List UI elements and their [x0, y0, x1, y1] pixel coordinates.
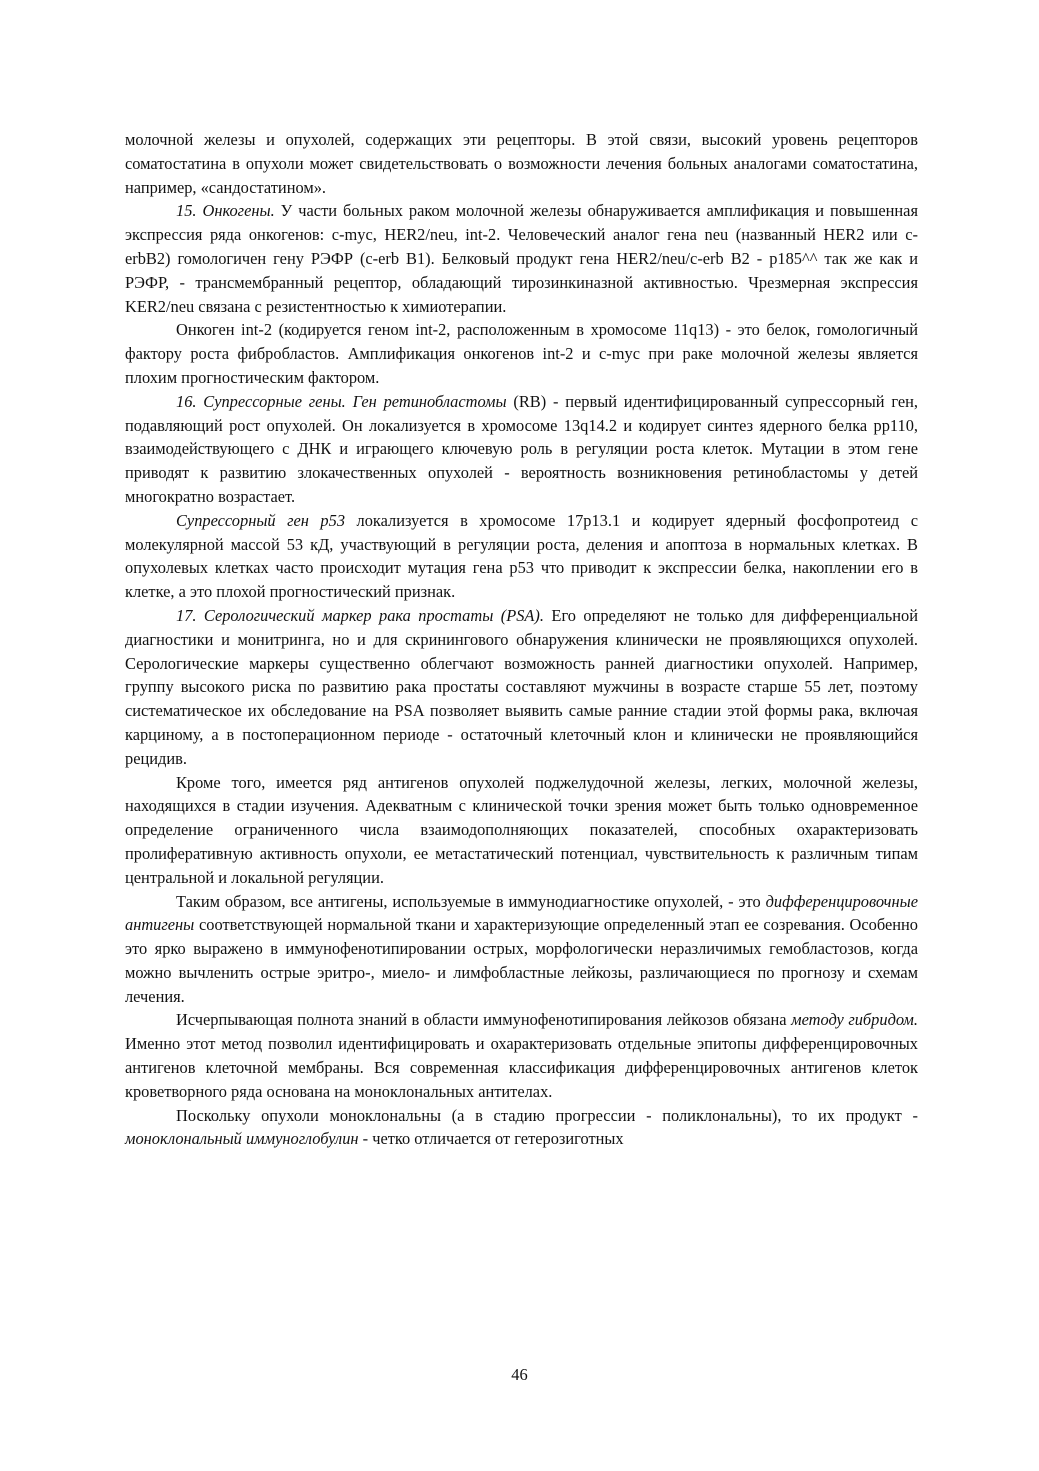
text-run: У части больных раком молочной железы обнаруживается амплификация и повышенная экспрессия ряда онкогенов: c-myc, HER2/neu, int-2. Человеческий аналог гена neu (названный HER2 или c-erbB2) гомологичен гену РЭФР (c-erb B1). Белковый продукт гена HER2/neu/c-erb B2 - p185^^ так же как и РЭФР, - трансмембранный рецептор, обладающий тирозинкиназной активностью. Чрезмерная экспрессия KER2/neu связана с резистентностью к химиотерапии.: [125, 201, 918, 316]
italic-text: 16. Супрессорные гены. Ген ретинобластомы: [176, 391, 507, 411]
body-text: [125, 128, 918, 1151]
paragraph: [125, 604, 918, 771]
text-run: Поскольку опухоли моноклональны (а в стадию прогрессии - поликлональны), то их продукт -: [176, 1105, 918, 1125]
paragraph: [125, 509, 918, 604]
italic-text: Супрессорный ген p53: [176, 510, 346, 530]
text-run: Его определяют не только для дифференциальной диагностики и монитринга, но и для скринингового обнаружения клинически не проявляющихся опухолей. Серологические маркеры существенно облегчают возможность ранней диагностики опухолей. Например, группу высокого риска по развитию рака простаты составляют мужчины в возрасте старше 55 лет, поэтому систематическое их обследование на PSA позволяет выявить самые ранние стадии этой формы рака, включая карциному, а в постоперационном периоде - остаточный клеточный клон и клинически не проявляющийся рецидив.: [125, 605, 919, 768]
italic-text: 17. Серологический маркер рака простаты (PSA).: [176, 605, 544, 625]
text-run: Онкоген int-2 (кодируется геном int-2, расположенным в хромосоме 11q13) - это белок, гомологичный фактору роста фибробластов. Амплификация онкогенов int-2 и c-myc при раке молочной железы является плохим прогностическим фактором.: [125, 320, 918, 387]
page-number: 46: [511, 1365, 528, 1384]
text-run: Исчерпывающая полнота знаний в области иммунофенотипирования лейкозов обязана: [176, 1010, 792, 1030]
italic-text: моноклональный иммуноглобулин: [125, 1129, 359, 1149]
paragraph: [125, 1008, 918, 1103]
italic-text: 15. Онкогены.: [176, 201, 275, 221]
paragraph: [125, 199, 918, 318]
text-run: Кроме того, имеется ряд антигенов опухолей поджелудочной железы, легких, молочной железы, находящихся в стадии изучения. Адекватным с клинической точки зрения может быть только одновременное определение ограниченного числа взаимодополняющих показателей, способных охарактеризовать пролиферативную активность опухоли, ее метастатический потенциал, чувствительность к различным типам центральной и локальной регуляции.: [125, 772, 918, 887]
paragraph: [125, 890, 918, 1009]
text-run: Таким образом, все антигены, используемые в иммунодиагностике опухолей, - это: [176, 891, 766, 911]
text-run: - четко отличается от гетерозиготных: [358, 1129, 624, 1149]
paragraph: [125, 771, 918, 890]
text-run: локализуется в хромосоме 17p13.1 и кодирует ядерный фосфопротеид с молекулярной массой 53 кД, участвующий в регуляции роста, деления и апоптоза в нормальных клетках. В опухолевых клетках часто происходит мутация гена p53 что приводит к экспрессии белка, накоплении его в клетке, а это плохой прогностический признак.: [125, 510, 918, 602]
paragraph: [125, 128, 918, 199]
text-run: Именно этот метод позволил идентифицировать и охарактеризовать отдельные эпитопы дифференцировочных антигенов клеточной мембраны. Вся современная классификация дифференцировочных антигенов клеток кроветворного ряда основана на моноклональных антителах.: [125, 1034, 918, 1101]
italic-text: дифференцировочные антигены: [125, 891, 918, 935]
paragraph: [125, 390, 918, 509]
paragraph: [125, 1104, 918, 1152]
text-run: соответствующей нормальной ткани и характеризующие определенный этап ее созревания. Особенно это ярко выражено в иммунофенотипировании острых, морфологически неразличимых гемобластозов, когда можно вычленить острые эритро-, миело- и лимфобластные лейкозы, различающиеся по прогнозу и схемам лечения.: [125, 915, 918, 1006]
text-run: (RB) - первый идентифицированный супрессорный ген, подавляющий рост опухолей. Он локализуется в хромосоме 13q14.2 и кодирует синтез ядерного белка pp110, взаимодействующего с ДНК и играющего ключевую роль в регуляции роста клеток. Мутации в этом гене приводят к развитию злокачественных опухолей - вероятность возникновения ретинобластомы у детей многократно возрастает.: [125, 391, 918, 506]
paragraph: [125, 318, 918, 389]
italic-text: методу гибридом.: [791, 1010, 918, 1030]
text-run: молочной железы и опухолей, содержащих эти рецепторы. В этой связи, высокий уровень рецепторов соматостатина в опухоли может свидетельствовать о возможности лечения больных аналогами соматостатина, например, «сандостатином».: [125, 130, 918, 197]
